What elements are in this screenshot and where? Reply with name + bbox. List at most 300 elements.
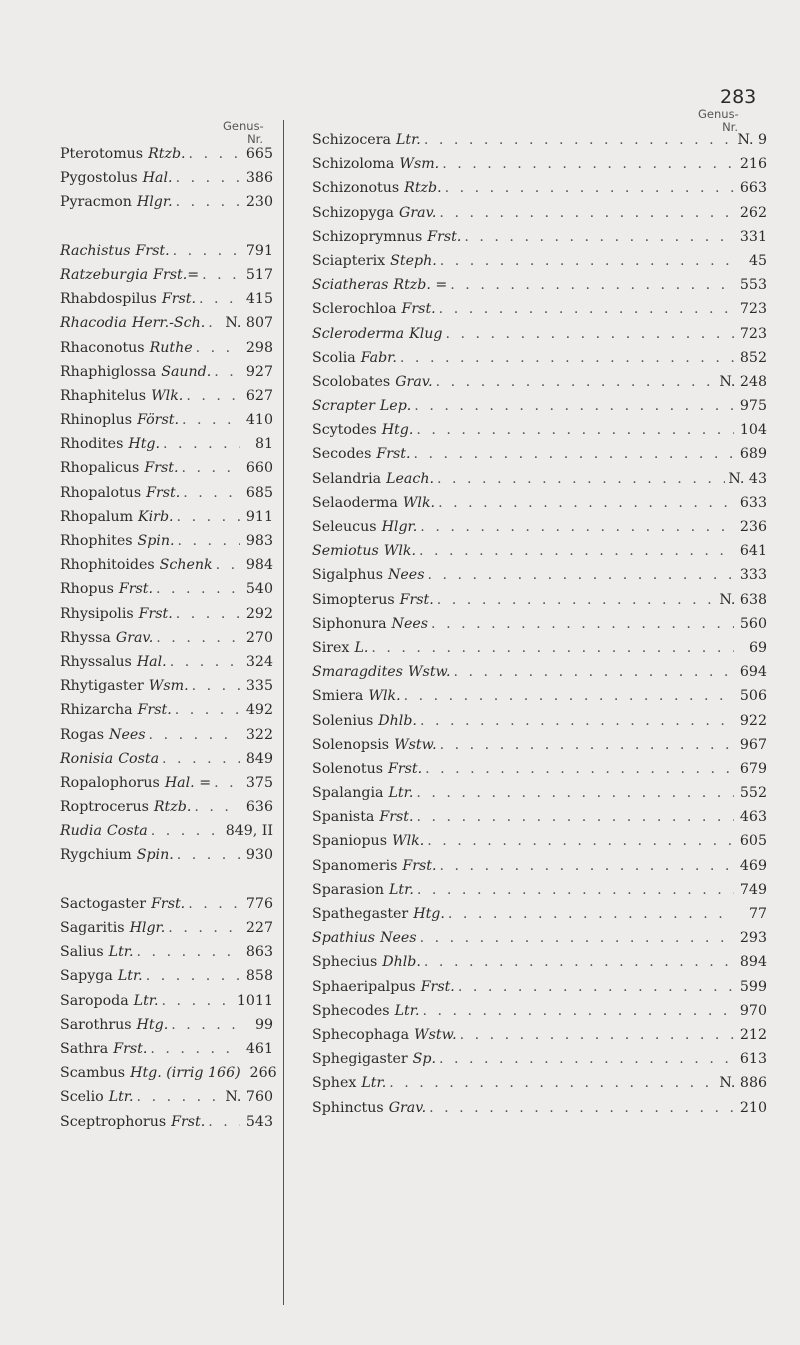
genus-number: 967	[739, 736, 767, 753]
dot-leader	[404, 684, 734, 708]
genus-number: 69	[748, 639, 767, 656]
genus-name: Scleroderma	[312, 325, 405, 342]
genus-author: Frst.	[138, 605, 173, 622]
genus-number: 560	[739, 615, 767, 632]
genus-name: Rhysipolis	[60, 605, 134, 622]
genus-author: Frst.	[144, 460, 179, 477]
genus-number: 679	[739, 760, 767, 777]
dot-leader	[424, 950, 734, 974]
genus-name: Schizonotus	[312, 180, 400, 197]
dot-leader	[437, 467, 725, 491]
genus-number: 849, II	[225, 823, 273, 840]
genus-number: 749	[739, 881, 767, 898]
dot-leader	[422, 999, 734, 1023]
genus-number: 983	[245, 533, 273, 549]
genus-author: Frst.	[376, 446, 411, 463]
genus-number: 975	[739, 398, 767, 415]
column-divider	[283, 120, 284, 1305]
genus-name: Sparasion	[312, 881, 384, 898]
genus-author: Rtzb. =	[393, 277, 448, 294]
genus-author: Grav.	[115, 629, 154, 646]
genus-author: Hal.	[142, 170, 173, 187]
index-entry	[312, 394, 767, 418]
genus-number: 322	[245, 726, 273, 743]
genus-number: 636	[245, 799, 273, 816]
genus-number: 849	[245, 750, 273, 767]
page-number: 283	[720, 86, 757, 108]
dot-leader	[419, 539, 734, 563]
genus-author: Nees	[391, 615, 429, 632]
genus-author: Först.	[137, 412, 179, 429]
genus-number: 331	[739, 228, 767, 245]
dot-leader	[442, 152, 734, 176]
index-entry	[60, 263, 273, 287]
dot-leader	[440, 733, 734, 757]
genus-author: Ltr.	[108, 1089, 134, 1106]
genus-author: Wstw.	[407, 664, 451, 681]
dot-leader	[176, 166, 240, 190]
genus-author: Ltr.	[133, 992, 159, 1009]
genus-number: 99	[254, 1016, 273, 1033]
genus-author: Nees	[387, 567, 425, 584]
genus-number: 927	[245, 363, 273, 380]
genus-author: Frst.	[402, 857, 437, 874]
right-index-column	[312, 128, 767, 1120]
index-entry	[60, 650, 273, 674]
index-entry	[312, 854, 767, 878]
genus-name: Rhophitoides	[60, 557, 155, 574]
dot-leader	[186, 384, 240, 408]
genus-name: Sigalphus	[312, 567, 383, 584]
genus-author: Steph.	[390, 252, 437, 269]
genus-number: 633	[739, 494, 767, 511]
column-header-line1: Genus-	[223, 119, 264, 133]
genus-author: Frst.	[427, 228, 462, 245]
index-entry	[312, 781, 767, 805]
genus-name: Rogas	[60, 726, 105, 743]
genus-author: Frst.	[388, 760, 423, 777]
genus-number: 894	[739, 954, 767, 971]
index-entry	[312, 902, 767, 926]
genus-number: N. 43	[728, 470, 767, 487]
dot-leader	[163, 432, 240, 456]
index-entry	[60, 577, 273, 601]
index-entry	[312, 467, 767, 491]
index-entry	[312, 684, 767, 708]
genus-author: Lep.	[379, 398, 412, 415]
genus-name: Pyracmon	[60, 194, 132, 211]
index-entry	[312, 999, 767, 1023]
genus-number: 333	[739, 567, 767, 584]
column-header-line2: Nr.	[247, 132, 263, 146]
dot-leader	[445, 322, 734, 346]
genus-number: 685	[245, 484, 273, 501]
genus-number: 506	[739, 688, 767, 705]
genus-author: Ltr.	[361, 1075, 387, 1092]
genus-name: Pterotomus	[60, 146, 144, 162]
genus-author: Wsm.	[399, 156, 440, 173]
index-entry	[312, 805, 767, 829]
genus-author: Wstw.	[394, 736, 437, 753]
dot-leader	[177, 843, 240, 867]
dot-leader	[177, 505, 240, 529]
index-entry	[60, 602, 273, 626]
genus-author: Saund.	[161, 363, 212, 380]
dot-leader	[199, 287, 240, 311]
dot-leader	[417, 878, 734, 902]
genus-name: Smaragdites	[312, 664, 403, 681]
index-entry	[60, 940, 273, 964]
genus-author: Ltr.	[388, 785, 414, 802]
index-entry	[60, 553, 273, 577]
genus-number: 663	[739, 180, 767, 197]
index-entry	[60, 529, 273, 553]
dot-leader	[420, 709, 734, 733]
index-entry	[60, 190, 273, 214]
genus-name: Scolobates	[312, 373, 391, 390]
genus-author: Frst.	[171, 1113, 206, 1130]
index-entry	[312, 950, 767, 974]
genus-name: Solenius	[312, 712, 374, 729]
dot-leader	[445, 176, 734, 200]
genus-name: Siphonura	[312, 615, 387, 632]
dot-leader	[183, 481, 240, 505]
index-entry	[312, 418, 767, 442]
genus-author: Rtzb.	[404, 180, 442, 197]
genus-number: 852	[739, 349, 767, 366]
genus-author: Ruthe	[149, 339, 193, 356]
genus-name: Rhophites	[60, 533, 133, 549]
dot-leader	[450, 273, 734, 297]
index-entry	[60, 505, 273, 529]
index-entry	[60, 1061, 277, 1085]
genus-author: Dhlb.	[382, 954, 421, 971]
genus-author: Nees	[109, 726, 146, 743]
index-entry	[312, 201, 767, 225]
genus-number: 298	[245, 339, 273, 356]
genus-author: Spin.	[136, 847, 174, 864]
dot-leader	[436, 370, 717, 394]
genus-author: Hlgr.	[381, 519, 418, 535]
index-entry	[312, 829, 767, 853]
index-entry	[312, 322, 767, 346]
index-entry	[312, 491, 767, 515]
index-entry	[60, 287, 273, 311]
index-entry	[312, 757, 767, 781]
genus-author: Wlk.	[402, 494, 436, 511]
genus-name: Smiera	[312, 688, 364, 705]
dot-leader	[414, 394, 734, 418]
index-entry	[60, 916, 273, 940]
genus-author: Frst.	[401, 301, 436, 318]
genus-number: 605	[739, 833, 767, 850]
genus-name: Rhopalum	[60, 508, 134, 525]
dot-leader	[216, 553, 240, 577]
genus-name: Schizopyga	[312, 204, 394, 221]
genus-name: Sapyga	[60, 968, 113, 985]
genus-author: Ltr.	[389, 881, 414, 898]
genus-name: Sirex	[312, 639, 350, 656]
genus-name: Sclerochloa	[312, 301, 397, 318]
genus-name: Scrapter	[312, 398, 375, 415]
index-entry	[60, 1085, 273, 1109]
genus-author: Klug	[409, 325, 443, 342]
genus-number: N. 638	[719, 591, 767, 608]
genus-number: 492	[245, 702, 273, 719]
genus-number: 517	[245, 266, 273, 283]
genus-author: Grav.	[395, 373, 433, 390]
genus-name: Rhaphitelus	[60, 387, 147, 404]
genus-number: 386	[245, 170, 273, 187]
genus-name: Rhacodia	[60, 315, 127, 332]
genus-author: Htg.	[413, 906, 445, 922]
dot-leader	[416, 418, 734, 442]
genus-name: Rudia	[60, 823, 102, 840]
index-entry	[60, 408, 273, 432]
genus-author: Rtzb.	[153, 799, 192, 816]
genus-author: Htg.	[128, 436, 161, 453]
dot-leader	[156, 577, 240, 601]
genus-number: 463	[739, 809, 767, 826]
dot-leader	[371, 636, 734, 660]
genus-author: Frst.	[113, 1040, 148, 1057]
dot-leader	[448, 902, 734, 926]
genus-name: Selandria	[312, 470, 382, 487]
genus-author: Frst.	[379, 809, 414, 826]
genus-number: 863	[245, 944, 273, 961]
genus-number: 236	[739, 519, 767, 535]
index-entry	[312, 733, 767, 757]
dot-leader	[150, 1037, 240, 1061]
genus-author: Hlgr.	[129, 920, 166, 936]
index-entry	[60, 1037, 273, 1061]
genus-name: Scambus	[60, 1065, 126, 1082]
dot-leader	[420, 515, 734, 539]
genus-name: Sathra	[60, 1040, 109, 1057]
genus-author: Wstw.	[414, 1026, 457, 1043]
genus-author: Hal. =	[164, 774, 212, 791]
dot-leader	[137, 940, 240, 964]
genus-author: Frst.	[146, 484, 181, 501]
genus-author: Sp.	[412, 1051, 436, 1068]
index-entry	[60, 771, 273, 795]
genus-name: Solenotus	[312, 760, 383, 777]
genus-author: Ltr.	[394, 1002, 420, 1019]
genus-number: 104	[739, 422, 767, 439]
genus-author: Fabr.	[360, 349, 397, 366]
genus-number: 689	[739, 446, 767, 463]
genus-author: Dhlb.	[378, 712, 417, 729]
genus-author: Hal.	[136, 653, 167, 670]
dot-leader	[214, 360, 240, 384]
index-entry	[60, 142, 273, 166]
genus-name: Sphecius	[312, 954, 378, 971]
genus-name: Salius	[60, 944, 104, 961]
dot-leader	[431, 612, 734, 636]
genus-number: 324	[245, 653, 273, 670]
index-entry	[312, 1096, 767, 1120]
dot-leader	[458, 975, 734, 999]
dot-leader	[440, 854, 734, 878]
genus-author: Frst.	[161, 291, 196, 308]
genus-number: 540	[245, 581, 273, 598]
genus-name: Rhopalotus	[60, 484, 142, 501]
genus-name: Spanista	[312, 809, 375, 826]
genus-name: Ronisia	[60, 750, 114, 767]
genus-number: 293	[739, 930, 767, 947]
genus-author: Frst.	[118, 581, 153, 598]
genus-number: 627	[245, 387, 273, 404]
dot-leader	[175, 698, 240, 722]
genus-author: Costa	[106, 823, 148, 840]
genus-name: Selaoderma	[312, 494, 398, 511]
genus-author: Grav.	[399, 204, 437, 221]
genus-number: 1011	[236, 992, 273, 1009]
dot-leader	[182, 408, 240, 432]
index-entry	[60, 892, 273, 916]
dot-leader	[162, 747, 240, 771]
dot-leader	[427, 563, 734, 587]
genus-number: 266	[249, 1065, 277, 1082]
genus-number: 461	[245, 1040, 273, 1057]
index-entry	[60, 964, 273, 988]
genus-name: Saropoda	[60, 992, 129, 1009]
genus-name: Secodes	[312, 446, 372, 463]
dot-leader	[416, 781, 734, 805]
genus-number: 665	[245, 146, 273, 162]
index-entry	[60, 311, 273, 335]
genus-author: Frst.	[137, 702, 172, 719]
genus-number: 984	[245, 557, 273, 574]
genus-name: Roptrocerus	[60, 799, 149, 816]
genus-author: Kirb.	[138, 508, 174, 525]
dot-leader	[162, 989, 234, 1013]
dot-leader	[178, 529, 241, 553]
dot-leader	[192, 674, 240, 698]
index-entry	[312, 588, 767, 612]
genus-author: Wlk.	[151, 387, 184, 404]
genus-name: Schizoloma	[312, 156, 395, 173]
genus-name: Seleucus	[312, 519, 377, 535]
dot-leader	[202, 263, 240, 287]
dot-leader	[171, 1013, 240, 1037]
genus-name: Scelio	[60, 1089, 104, 1106]
genus-name: Rhaphiglossa	[60, 363, 157, 380]
genus-number: 723	[739, 325, 767, 342]
genus-number: 270	[245, 629, 273, 646]
dot-leader	[194, 795, 240, 819]
dot-leader	[440, 249, 734, 273]
index-entry	[60, 432, 273, 456]
index-entry	[60, 481, 273, 505]
index-entry	[312, 152, 767, 176]
dot-leader	[414, 442, 735, 466]
dot-leader	[181, 456, 240, 480]
genus-number: N. 760	[225, 1089, 273, 1106]
index-entry	[312, 515, 767, 539]
genus-number: 227	[245, 920, 273, 936]
genus-name: Pygostolus	[60, 170, 138, 187]
dot-leader	[400, 346, 734, 370]
genus-name: Rhizarcha	[60, 702, 133, 719]
dot-leader	[429, 1096, 734, 1120]
dot-leader	[176, 190, 240, 214]
genus-number: 410	[245, 412, 273, 429]
genus-number: 415	[245, 291, 273, 308]
genus-author: Htg.	[136, 1016, 169, 1033]
index-entry	[60, 747, 273, 771]
genus-number: 791	[245, 242, 273, 259]
genus-name: Ropalophorus	[60, 774, 160, 791]
index-entry	[60, 336, 273, 360]
genus-name: Rhopus	[60, 581, 114, 598]
index-entry	[312, 878, 767, 902]
index-entry	[60, 239, 273, 263]
dot-leader	[437, 588, 717, 612]
genus-number: 81	[254, 436, 273, 453]
genus-author: Leach.	[386, 470, 434, 487]
genus-name: Rhodites	[60, 436, 124, 453]
index-entry	[312, 225, 767, 249]
genus-name: Spalangia	[312, 785, 384, 802]
index-entry	[60, 723, 273, 747]
genus-name: Sceptrophorus	[60, 1113, 167, 1130]
genus-number: 375	[245, 774, 273, 791]
genus-author: Frst.=	[153, 266, 200, 283]
index-entry	[312, 612, 767, 636]
index-entry	[312, 346, 767, 370]
genus-number: N. 807	[225, 315, 273, 332]
genus-name: Schizoprymnus	[312, 228, 423, 245]
index-entry	[60, 1013, 273, 1037]
genus-number: 641	[739, 543, 767, 560]
genus-number: 210	[739, 1099, 767, 1116]
genus-number: 335	[245, 678, 273, 695]
genus-name: Sactogaster	[60, 895, 147, 912]
index-entry	[312, 926, 767, 950]
dot-leader	[439, 297, 734, 321]
genus-name: Sphegigaster	[312, 1051, 408, 1068]
index-entry	[312, 1071, 767, 1095]
genus-author: Spin.	[137, 533, 175, 549]
genus-number: 776	[245, 895, 273, 912]
dot-leader	[188, 892, 240, 916]
genus-number: 469	[739, 857, 767, 874]
genus-name: Rachistus	[60, 242, 131, 259]
genus-name: Rygchium	[60, 847, 132, 864]
genus-author: Grav.	[388, 1099, 427, 1116]
index-entry	[312, 442, 767, 466]
genus-name: Rhyssalus	[60, 653, 132, 670]
genus-number: N. 248	[719, 373, 767, 390]
genus-author: Wlk.	[383, 543, 417, 560]
genus-number: 543	[245, 1113, 273, 1130]
dot-leader	[439, 201, 734, 225]
index-entry	[60, 989, 273, 1013]
dot-leader	[176, 602, 240, 626]
genus-author: Wlk.	[391, 833, 425, 850]
index-entry	[312, 128, 767, 152]
genus-number: 216	[739, 156, 767, 173]
genus-number: 212	[739, 1026, 767, 1043]
dot-leader	[438, 491, 734, 515]
genus-author: Frst.	[420, 978, 455, 995]
genus-author: Frst.	[151, 895, 186, 912]
dot-leader	[156, 626, 240, 650]
dot-leader	[424, 128, 734, 152]
dot-leader	[439, 1047, 734, 1071]
dot-leader	[420, 926, 734, 950]
